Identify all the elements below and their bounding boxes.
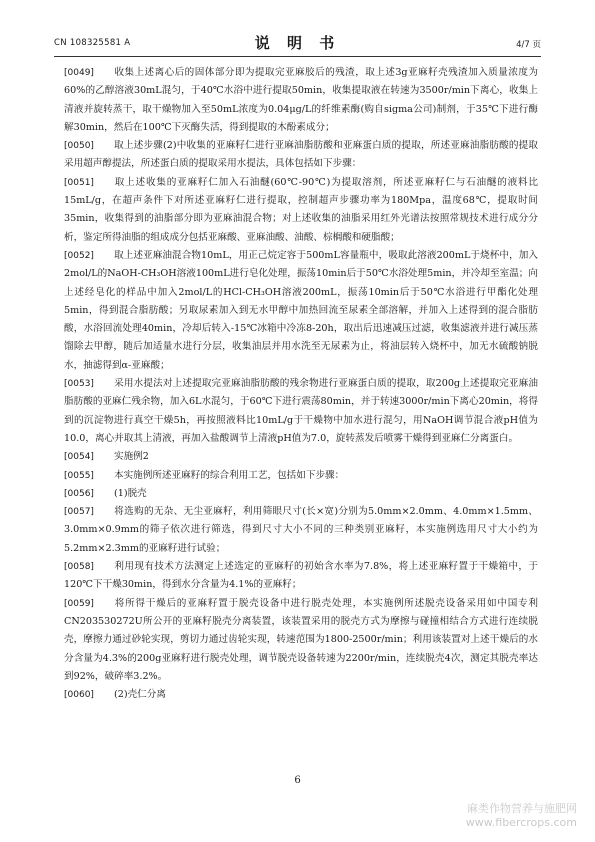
paragraph	[64, 448, 538, 466]
paragraph-text: 取上述步骤(2)中收集的亚麻籽仁进行亚麻油脂肪酸和亚麻蛋白质的提取，所述亚麻油脂肪酸的提取采用超声醇提法，所述蛋白质的提取采用水提法，具体包括如下步骤：	[64, 140, 538, 170]
paragraph	[64, 485, 538, 503]
watermark	[466, 802, 577, 830]
paragraph-number: [0054]	[64, 452, 94, 463]
paragraph-text: 采用水提法对上述提取完亚麻油脂肪酸的残余物进行亚麻蛋白质的提取，取200g上述提取完亚麻油脂肪酸的亚麻仁残余物，加入6L水混匀，于60℃下进行震荡80min，并于转速3000r/min下离心20min，将得到的沉淀物进行真空干燥5h，再按照液料比10mL/g于干燥物中加水进行混匀，用NaOH调节混合液pH值为10.0，离心并取其上清液，再加入盐酸调节上清液pH值为7.0，旋转蒸发后喷雾干燥得到亚麻仁分离蛋白。	[64, 378, 538, 444]
watermark-line-2: www.fibercrops.com	[465, 816, 577, 829]
paragraph	[64, 375, 538, 448]
paragraph-text: 收集上述离心后的固体部分即为提取完亚麻胶后的残渣，取上述3g亚麻籽壳残渣加入质量浓度为60%的乙醇溶液30mL混匀，于40℃水浴中进行提取50min，收集提取液在转速为3500r/min下离心，收集上清液并旋转蒸干，取干燥物加入至50mL浓度为0.04μg/L的纤维素酶(购自sigma公司)制剂，于35℃下进行酶解30min，然后在100℃下灭酶失活，得到提取的木酚素成分；	[64, 67, 538, 133]
paragraph	[64, 558, 538, 595]
page-indicator: 4/7 页	[516, 40, 541, 50]
patent-number: CN 108325581 A	[54, 38, 131, 48]
page-header	[54, 32, 541, 54]
paragraph-number: [0059]	[64, 598, 94, 609]
paragraph	[64, 247, 538, 375]
paragraph-number: [0049]	[64, 68, 94, 78]
paragraph-number: [0053]	[64, 379, 94, 390]
paragraph-text: 将选购的无杂、无尘亚麻籽，利用筛眼尺寸(长×宽)分别为5.0mm×2.0mm、4.0mm×1.5mm、3.0mm×0.9mm的筛子依次进行筛选，得到尺寸大小不同的三种类别亚麻籽，本实施例选用尺寸大小约为5.2mm×2.3mm的亚麻籽进行试验；	[64, 506, 538, 554]
watermark-line-1: 麻类作物营养与施肥网	[467, 802, 577, 815]
document-body	[64, 64, 538, 704]
paragraph-number: [0051]	[64, 177, 94, 188]
paragraph-number: [0050]	[64, 141, 94, 152]
paragraph-text: (1)脱壳	[114, 487, 147, 499]
paragraph	[64, 503, 538, 558]
paragraph	[64, 174, 538, 247]
paragraph-number: [0058]	[64, 562, 94, 573]
paragraph-number: [0052]	[64, 250, 94, 261]
paragraph	[64, 64, 538, 137]
paragraph-number: [0057]	[64, 507, 94, 518]
paragraph-text: 实施例2	[114, 451, 149, 463]
paragraph	[64, 595, 538, 686]
page-number: 6	[294, 775, 301, 786]
paragraph-text: 取上述亚麻油混合物10mL，用正己烷定容于500mL容量瓶中，吸取此溶液200mL于烧杯中，加入2mol/L的NaOH-CH₃OH溶液100mL进行皂化处理，振荡10min后于50℃水浴处理5min，并冷却至室温；向上述经皂化的样品中加入2mol/L的HCl-CH₃OH溶液200mL，振荡10min后于50℃水浴进行甲酯化处理5min，得到混合脂肪酸；另取尿素加入到无水甲醇中加热回流至尿素全部溶解，并加入上述得到的混合脂肪酸，水浴回流处理40min，冷却后转入-15℃冰箱中冷冻8-20h，取出后迅速减压过滤，收集滤液并进行减压蒸馏除去甲醇，随后加适量水进行分层，收集油层并用水洗至无尿素为止，将油层转入烧杯中，加无水硫酸钠脱水，抽滤得到α-亚麻酸；	[64, 249, 538, 371]
paragraph-text: 将所得干燥后的亚麻籽置于脱壳设备中进行脱壳处理，本实施例所述脱壳设备采用如中国专利CN203530272U所公开的亚麻籽脱壳分离装置，该装置采用的脱壳方式为摩擦与碰撞相结合方式进行连续脱壳，摩擦力通过砂轮实现，剪切力通过齿轮实现，转速范围为1800-2500r/min；利用该装置对上述干燥后的水分含量为4.3%的200g亚麻籽进行脱壳处理，调节脱壳设备转速为2200r/min，连续脱壳4次，测定其脱壳率达到92%，破碎率3.2%。	[64, 597, 538, 682]
paragraph	[64, 137, 538, 174]
paragraph	[64, 686, 538, 704]
paragraph-number: [0056]	[64, 488, 94, 499]
header-divider	[54, 56, 541, 57]
paragraph-text: 利用现有技术方法测定上述选定的亚麻籽的初始含水率为7.8%，将上述亚麻籽置于干燥箱中，于120℃下干燥30min，得到水分含量为4.1%的亚麻籽；	[64, 561, 538, 591]
paragraph-text: 取上述收集的亚麻籽仁加入石油醚(60℃-90℃)为提取溶剂，所述亚麻籽仁与石油醚的液料比15mL/g，在超声条件下对所述亚麻籽仁进行提取，控制超声步骤功率为180Mpa，温度68℃，提取时间35min，收集得到的油脂部分即为亚麻油混合物；对上述收集的油脂采用红外光谱法按照常规技术进行成分分析，鉴定所得油脂的组成成分包括亚麻酸、亚麻油酸、油酸、棕榈酸和硬脂酸；	[64, 176, 538, 243]
paragraph-number: [0060]	[64, 690, 94, 701]
paragraph-text: (2)壳仁分离	[114, 689, 166, 701]
paragraph-text: 本实施例所述亚麻籽的综合利用工艺，包括如下步骤：	[114, 469, 345, 481]
paragraph	[64, 467, 538, 485]
paragraph-number: [0055]	[64, 470, 94, 481]
document-title: 说 明 书	[254, 34, 341, 52]
